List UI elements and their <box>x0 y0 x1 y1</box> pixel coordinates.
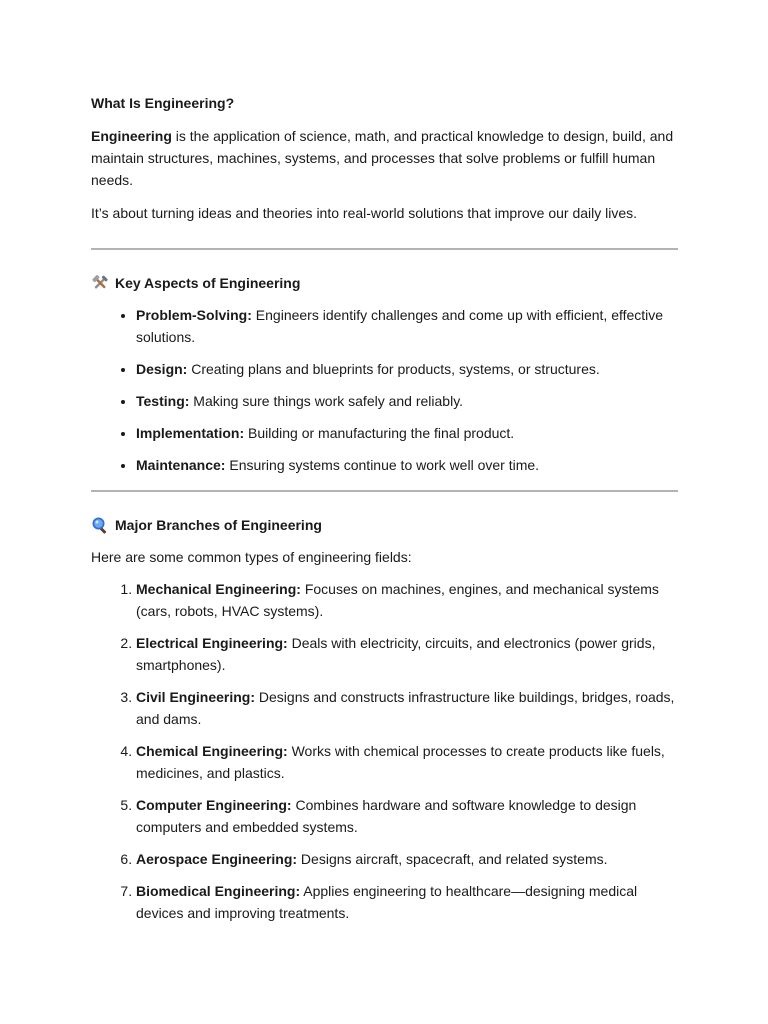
list-item-term: Problem-Solving: <box>136 307 252 323</box>
tools-icon <box>91 274 109 292</box>
list-item-term: Chemical Engineering: <box>136 743 288 759</box>
list-item-text: Engineers identify challenges and come up with efficient, effective solutions. <box>136 307 664 345</box>
list-item-text: Creating plans and blueprints for products, systems, or structures. <box>187 361 600 377</box>
list-item <box>136 454 678 476</box>
list-item <box>136 686 678 730</box>
intro-rest: is the application of science, math, and practical knowledge to design, build, and maintain structures, machines, systems, and processes that solve problems or fulfill human needs. <box>91 128 674 188</box>
list-item-text: Designs and constructs infrastructure like buildings, bridges, roads, and dams. <box>136 689 675 727</box>
list-item-term: Design: <box>136 361 188 377</box>
list-item <box>136 578 678 622</box>
list-item-term: Computer Engineering: <box>136 797 292 813</box>
intro-lead-term: Engineering <box>91 128 172 144</box>
list-item-term: Aerospace Engineering: <box>136 851 298 867</box>
list-item <box>136 880 678 924</box>
magnifier-icon <box>91 516 109 534</box>
list-item-text: Building or manufacturing the final product. <box>244 425 515 441</box>
list-item <box>136 422 678 444</box>
key-aspects-heading <box>91 272 678 294</box>
divider <box>91 248 678 250</box>
list-item-text: Applies engineering to healthcare—designing medical devices and improving treatments. <box>136 883 638 921</box>
list-item <box>136 304 678 348</box>
branches-title: Major Branches of Engineering <box>115 517 322 533</box>
list-item-term: Implementation: <box>136 425 245 441</box>
list-item <box>136 390 678 412</box>
list-item <box>136 632 678 676</box>
list-item-term: Testing: <box>136 393 190 409</box>
list-item-term: Mechanical Engineering: <box>136 581 301 597</box>
intro-second-paragraph: It’s about turning ideas and theories into real-world solutions that improve our daily lives. <box>91 205 638 221</box>
list-item-term: Maintenance: <box>136 457 226 473</box>
list-item-term: Biomedical Engineering: <box>136 883 301 899</box>
list-item-text: Combines hardware and software knowledge to design computers and embedded systems. <box>136 797 637 835</box>
list-item-text: Focuses on machines, engines, and mechanical systems (cars, robots, HVAC systems). <box>136 581 659 619</box>
list-item-text: Deals with electricity, circuits, and electronics (power grids, smartphones). <box>136 635 656 673</box>
list-item-text: Designs aircraft, spacecraft, and related systems. <box>297 851 608 867</box>
branches-intro: Here are some common types of engineering fields: <box>91 549 412 565</box>
list-item <box>136 358 678 380</box>
list-item-term: Civil Engineering: <box>136 689 256 705</box>
page-title: What Is Engineering? <box>91 95 235 111</box>
divider <box>91 490 678 492</box>
list-item-text: Ensuring systems continue to work well over time. <box>225 457 540 473</box>
list-item-text: Making sure things work safely and reliably. <box>189 393 464 409</box>
list-item <box>136 740 678 784</box>
branches-list <box>91 578 678 924</box>
list-item <box>136 794 678 838</box>
list-item-text: Works with chemical processes to create products like fuels, medicines, and plastics. <box>136 743 665 781</box>
list-item-term: Electrical Engineering: <box>136 635 288 651</box>
key-aspects-list <box>91 304 678 476</box>
key-aspects-title: Key Aspects of Engineering <box>115 275 301 291</box>
intro-paragraph <box>91 125 678 191</box>
list-item <box>136 848 678 870</box>
branches-heading <box>91 514 678 536</box>
